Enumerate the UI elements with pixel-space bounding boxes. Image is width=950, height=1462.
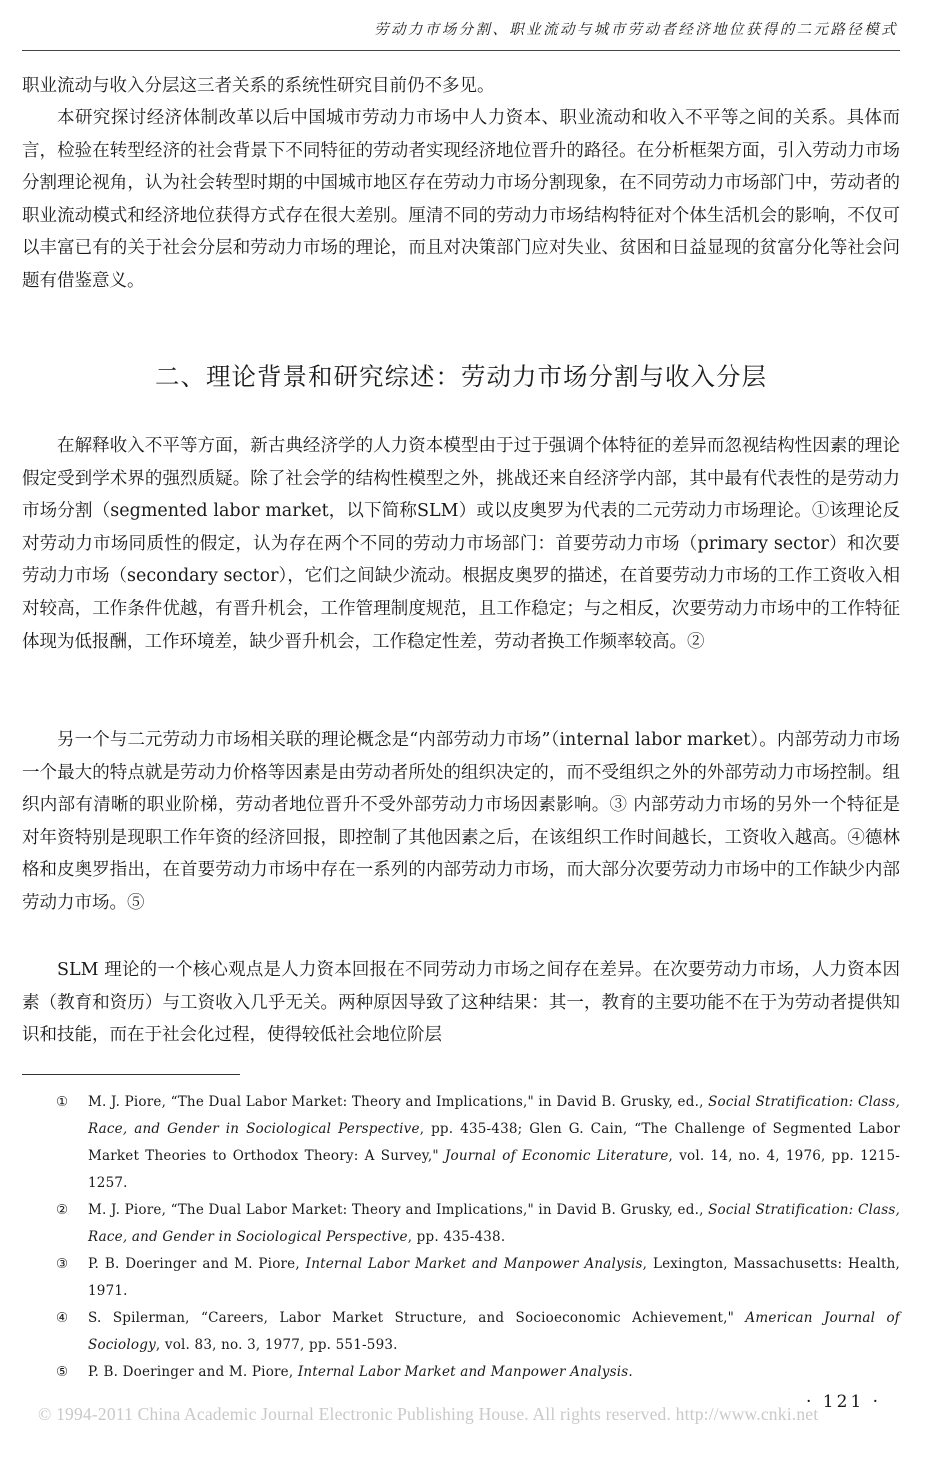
footnote-citation-end: , vol. 14, no. 4, 1976, pp. 1215-1257. [88, 1148, 900, 1191]
footnote-citation-middle: , pp. 435-438; Glen G. Cain, “The Challenge of Segmented Labor Market Theories to Orthodox Theory: A Survey," [88, 1121, 901, 1164]
footnote-5 [22, 1359, 900, 1386]
footnotes [22, 1089, 900, 1386]
footnote-source-title: American Journal of Sociology [88, 1310, 901, 1353]
footnote-citation-middle: , pp. 435-438. [407, 1229, 506, 1245]
copyright-watermark: © 1994-2011 China Academic Journal Electronic Publishing House. All rights reserved. http://www.cnki.net [38, 1404, 819, 1424]
footnote-citation: M. J. Piore, “The Dual Labor Market: Theory and Implications," in David B. Grusky, ed., [88, 1202, 709, 1218]
paragraph-human-capital-returns: SLM 理论的一个核心观点是人力资本回报在不同劳动力市场之间存在差异。在次要劳动力市场，人力资本因素（教育和资历）与工资收入几乎无关。两种原因导致了这种结果：其一，教育的主要功能不在于为劳动者提供知识和技能，而在于社会化过程，使得较低社会地位阶层 [22, 960, 900, 1046]
header-rule [22, 50, 900, 51]
footnote-4 [22, 1305, 900, 1359]
paragraph-research-aim: 本研究探讨经济体制改革以后中国城市劳动力市场中人力资本、职业流动和收入不平等之间的关系。具体而言，检验在转型经济的社会背景下不同特征的劳动者实现经济地位晋升的路径。在分析框架方面，引入劳动力市场分割理论视角，认为社会转型时期的中国城市地区存在劳动力市场分割现象，在不同劳动力市场部门中，劳动者的职业流动模式和经济地位获得方式存在很大差别。厘清不同的劳动力市场结构特征对个体生活机会的影响，不仅可以丰富已有的关于社会分层和劳动力市场的理论，而且对决策部门应对失业、贫困和日益显现的贫富分化等社会问题有借鉴意义。 [22, 108, 900, 291]
footnote-source-title: Social Stratification: Class, Race, and Gender in Sociological Perspective [88, 1202, 900, 1245]
footnote-source-title: Internal Labor Market and Manpower Analysis [305, 1256, 643, 1272]
footnote-citation: P. B. Doeringer and M. Piore, [88, 1364, 298, 1380]
footnote-citation-middle: , Lexington, Massachusetts: Health, 1971. [88, 1256, 900, 1299]
section-heading: 二、理论背景和研究综述：劳动力市场分割与收入分层 [155, 362, 767, 391]
footnote-journal-title: Journal of Economic Literature [444, 1148, 669, 1164]
footnote-marker: ③ [56, 1256, 69, 1272]
footnote-rule [22, 1074, 240, 1075]
footnote-marker: ⑤ [56, 1364, 69, 1380]
footnote-1 [22, 1089, 900, 1197]
page-number: · 121 · [806, 1392, 882, 1412]
footnote-marker: ① [56, 1094, 69, 1110]
paragraph-slm-theory: 在解释收入不平等方面，新古典经济学的人力资本模型由于过于强调个体特征的差异而忽视结构性因素的理论假定受到学术界的强烈质疑。除了社会学的结构性模型之外，挑战还来自经济学内部，其中最有代表性的是劳动力市场分割（segmented labor market，以下简称SLM）或以皮奥罗为代表的二元劳动力市场理论。①该理论反对劳动力市场同质性的假定，认为存在两个不同的劳动力市场部门：首要劳动力市场（primary sector）和次要劳动力市场（secondary sector），它们之间缺少流动。根据皮奥罗的描述，在首要劳动力市场的工作工资收入相对较高，工作条件优越，有晋升机会，工作管理制度规范，且工作稳定；与之相反，次要劳动力市场中的工作特征体现为低报酬，工作环境差，缺少晋升机会，工作稳定性差，劳动者换工作频率较高。② [22, 436, 900, 652]
running-head: 劳动力市场分割、职业流动与城市劳动者经济地位获得的二元路径模式 [374, 22, 898, 38]
footnote-citation: P. B. Doeringer and M. Piore, [88, 1256, 306, 1272]
footnote-citation-middle: . [628, 1364, 633, 1380]
footnote-3 [22, 1251, 900, 1305]
footnote-source-title: Social Stratification: Class, Race, and Gender in Sociological Perspective [88, 1094, 900, 1137]
footnote-source-title: Internal Labor Market and Manpower Analysis [297, 1364, 629, 1380]
paragraph-continued: 职业流动与收入分层这三者关系的系统性研究目前仍不多见。 [22, 76, 495, 96]
footnote-citation: S. Spilerman, “Careers, Labor Market Structure, and Socioeconomic Achievement," [88, 1310, 746, 1326]
footnote-marker: ② [56, 1202, 69, 1218]
footnote-citation-middle: , vol. 83, no. 3, 1977, pp. 551-593. [155, 1337, 398, 1353]
footnote-marker: ④ [56, 1310, 69, 1326]
paragraph-internal-labor-market: 另一个与二元劳动力市场相关联的理论概念是“内部劳动力市场”（internal labor market）。内部劳动力市场一个最大的特点就是劳动力价格等因素是由劳动者所处的组织决定的，而不受组织之外的外部劳动力市场控制。组织内部有清晰的职业阶梯，劳动者地位晋升不受外部劳动力市场因素影响。③ 内部劳动力市场的另外一个特征是对年资特别是现职工作年资的经济回报，即控制了其他因素之后，在该组织工作时间越长，工资收入越高。④德林格和皮奥罗指出，在首要劳动力市场中存在一系列的内部劳动力市场，而大部分次要劳动力市场中的工作缺少内部劳动力市场。⑤ [22, 730, 900, 913]
footnote-2 [22, 1197, 900, 1251]
footnote-citation: M. J. Piore, “The Dual Labor Market: Theory and Implications," in David B. Grusky, ed., [88, 1094, 709, 1110]
